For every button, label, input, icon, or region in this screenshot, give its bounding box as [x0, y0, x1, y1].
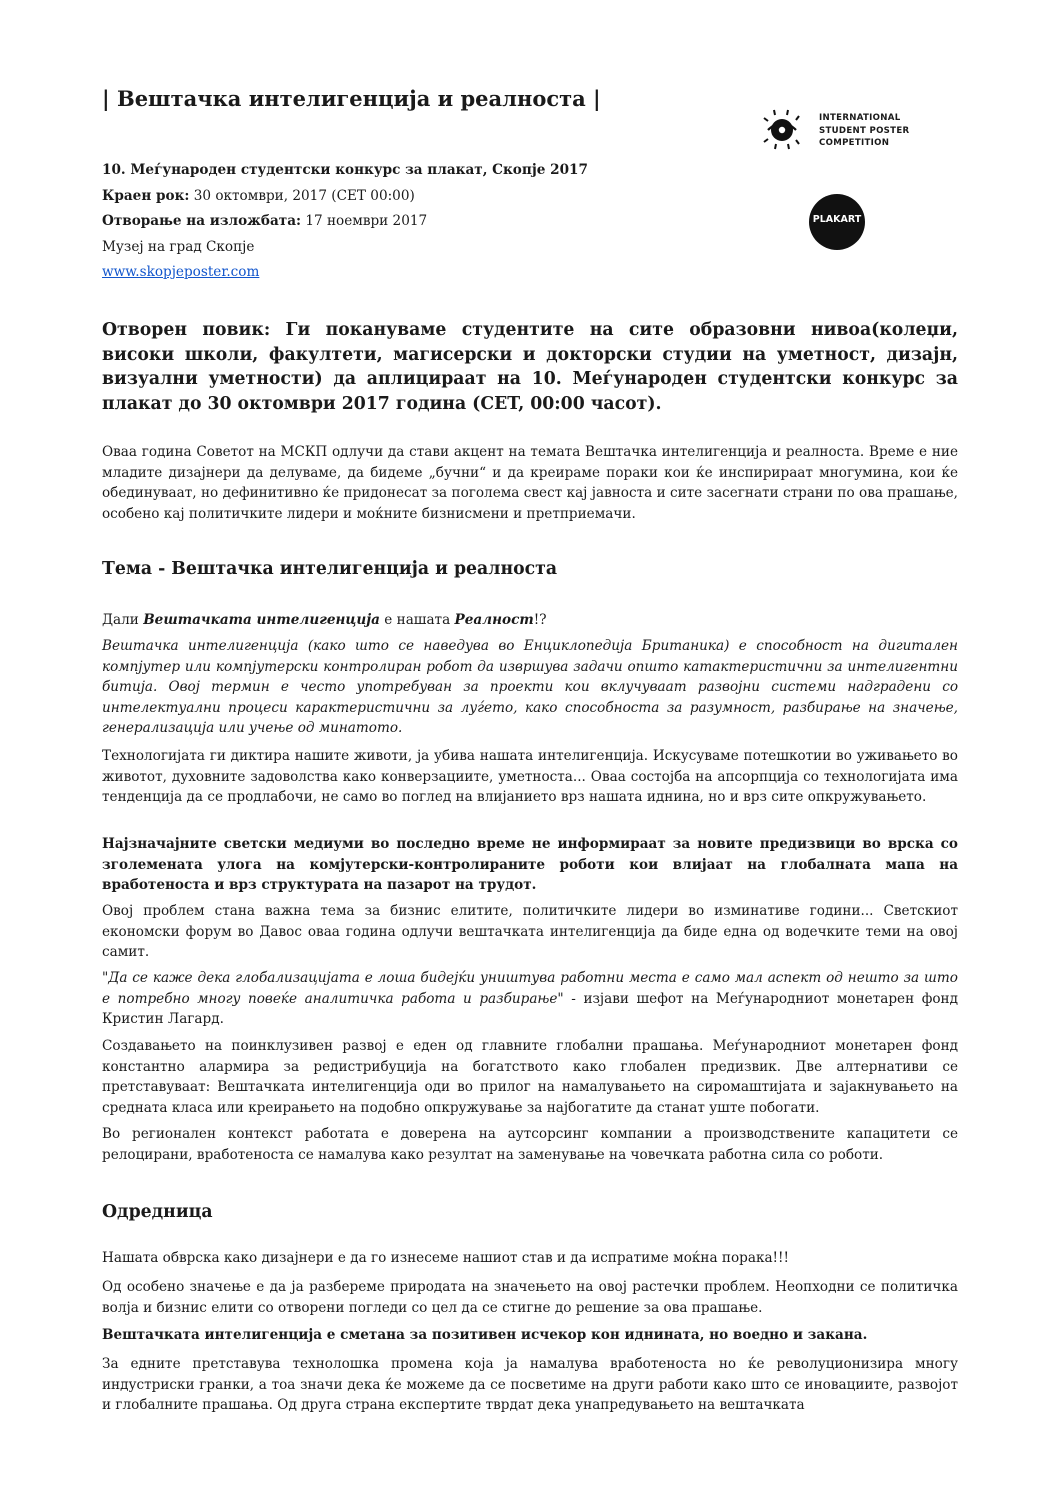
technology-paragraph: Технологијата ги диктира нашите животи, ја убива нашата интелигенција. Искусуваме потешкотии во уживањето во животот, духовните задоволства како конверзациите, уметноста... Оваа состојба на апсорпција со технологијата има тенденција да се продлабочи, не само во поглед на влијанието врз нашата иднина, но и врз сите опкружувањето. [102, 748, 958, 806]
obligation-paragraph: Нашата обврска како дизајнери е да го изнесеме нашиот став и да испратиме моќна порака!!! [102, 1250, 789, 1266]
quote-paragraph [102, 968, 958, 1030]
opening-value: 17 ноември 2017 [301, 213, 428, 229]
importance-paragraph: Од особено значење е да ја разбереме природата на значењето на овој растечки проблем. Неопходни се политичка волја и бизнис елити со отворени погледи со цел да се стигне до решение за ова прашање. [102, 1279, 958, 1316]
question-emphasis-1: Вештачката интелигенција [143, 612, 380, 628]
competition-logo [760, 108, 920, 154]
opening-line [102, 209, 588, 235]
imf-paragraph: Создавањето на поинклузивен развој е еден од главните глобални прашања. Меѓународниот монетарен фонд константно алармира за редистрибуција на богатството како глобален предизвик. Две алтернативи се претставуваат: Вештачката интелигенција оди во прилог на намалувањето на сиромаштијата и зајакнувањето на средната класа или креирањето на подобно опкружување за најбогатите да станат уште побогати. [102, 1038, 958, 1116]
website-link[interactable]: www.skopjeposter.com [102, 264, 260, 280]
deadline-value: 30 октомври, 2017 (CET 00:00) [189, 187, 415, 204]
question-emphasis-2: Реалност [454, 612, 534, 628]
competition-line: 10. Меѓународен студентски конкурс за плакат, Скопје 2017 [102, 162, 588, 178]
quote-mark: " [102, 970, 109, 986]
venue-line: Музеј на град Скопје [102, 238, 255, 255]
quote-attribution: - изјави шефот на Меѓународниот монетарен фонд Кристин Лагард. [102, 990, 958, 1028]
quote-text: Да се каже дека глобализацијата е лоша бидејќи уништува работни места е само мал аспект од нешто за што е потребно многу повеќе аналитичка работа и разбирање" [102, 970, 958, 1007]
definition-paragraph [102, 636, 958, 739]
question-text-3: !? [533, 612, 547, 628]
plakart-logo [809, 194, 865, 250]
logo-text-line2: STUDENT POSTER [819, 125, 910, 136]
regional-paragraph: Во регионален контекст работата е доверена на аутсорсинг компании а производствените капацитети се релоцирани, вработеноста се намалува како резултат на заменување на човечката работна сила со роботи. [102, 1126, 958, 1163]
deadline-line [102, 184, 588, 210]
deadline-label: Краен рок: [102, 187, 190, 204]
opening-label: Отворање на изложбата: [102, 213, 302, 229]
question-line [102, 610, 958, 631]
determinant-heading: Одредница [102, 1202, 213, 1222]
logo-text-line3: COMPETITION [819, 138, 890, 148]
page-title: | Вештачка интелигенција и реалноста | [102, 86, 601, 111]
question-text-2: е нашата [379, 612, 455, 628]
media-paragraph: Најзначајните светски медиуми во последно време не информираат за новите предизвици во врска со зголемената улога на комјутерски-контролираните роботи кои влијаат на глобалната мапа на вработеноста и врз структурата на пазарот на трудот. [102, 836, 958, 894]
theme-heading: Тема - Вештачка интелигенција и реалноста [102, 559, 558, 579]
definition-text: Вештачка интелигенција (како што се наведува во Енциклопедија Британика) е способност на дигитален компјутер или компјутерски контролиран робот да извршува задачи општо катактеристични за интелигентни битија. Овој термин е често употребуван за проекти кои вклучуваат развојни системи надградени со интелектуални процеси карактеристични за луѓето, како способноста за разумност, разбирање на значење, генерализација или учење од минатото. [102, 638, 958, 737]
intro-paragraph: Оваа година Советот на МСКП одлучи да стави акцент на темата Вештачка интелигенција и реалноста. Време е ние младите дизајнери да делуваме, да бидеме „бучни“ и да креираме пораки кои ќе инспирираат многумина, кои ќе обединуваат, но дефинитивно ќе придонесат за поголема свест кај јавноста и сите засегнати страни по ова прашање, особено кај политичките лидери и моќните бизнисмени и претприемачи. [102, 444, 958, 522]
event-meta [102, 158, 588, 286]
step-paragraph: Вештачката интелигенција е сметана за позитивен исчекор кон иднината, но воедно и закана. [102, 1327, 868, 1343]
change-paragraph: За едните претставува технолошка промена која ја намалува вработеноста но ќе револуционизира многу индустриски гранки, а тоа значи дека ќе можеме да се посветиме на други работи како што се иновациите, развојот и глобалните прашања. Од друга страна експертите тврдат дека унапредувањето на вештачката [102, 1356, 958, 1414]
question-text-1: Дали [102, 612, 144, 628]
davos-paragraph: Овој проблем стана важна тема за бизнис елитите, политичките лидери во изминативе години... Светскиот економски форум во Давос оваа година одлучи вештачката интелигенција да биде една од водечките теми на овој самит. [102, 903, 958, 961]
plakart-logo-text: PLAKART [812, 214, 862, 225]
open-call-paragraph: Отворен повик: Ги покануваме студентите на сите образовни нивоа(колеџи, високи школи, факултети, магисерски и докторски студии на уметност, дизајн, визуални уметности) да аплицираат на 10. Меѓународен студентски конкурс за плакат до 30 октомври 2017 година (CET, 00:00 часот). [102, 320, 958, 414]
logo-text-line1: INTERNATIONAL [819, 113, 901, 123]
eye-logo-icon [760, 108, 816, 154]
